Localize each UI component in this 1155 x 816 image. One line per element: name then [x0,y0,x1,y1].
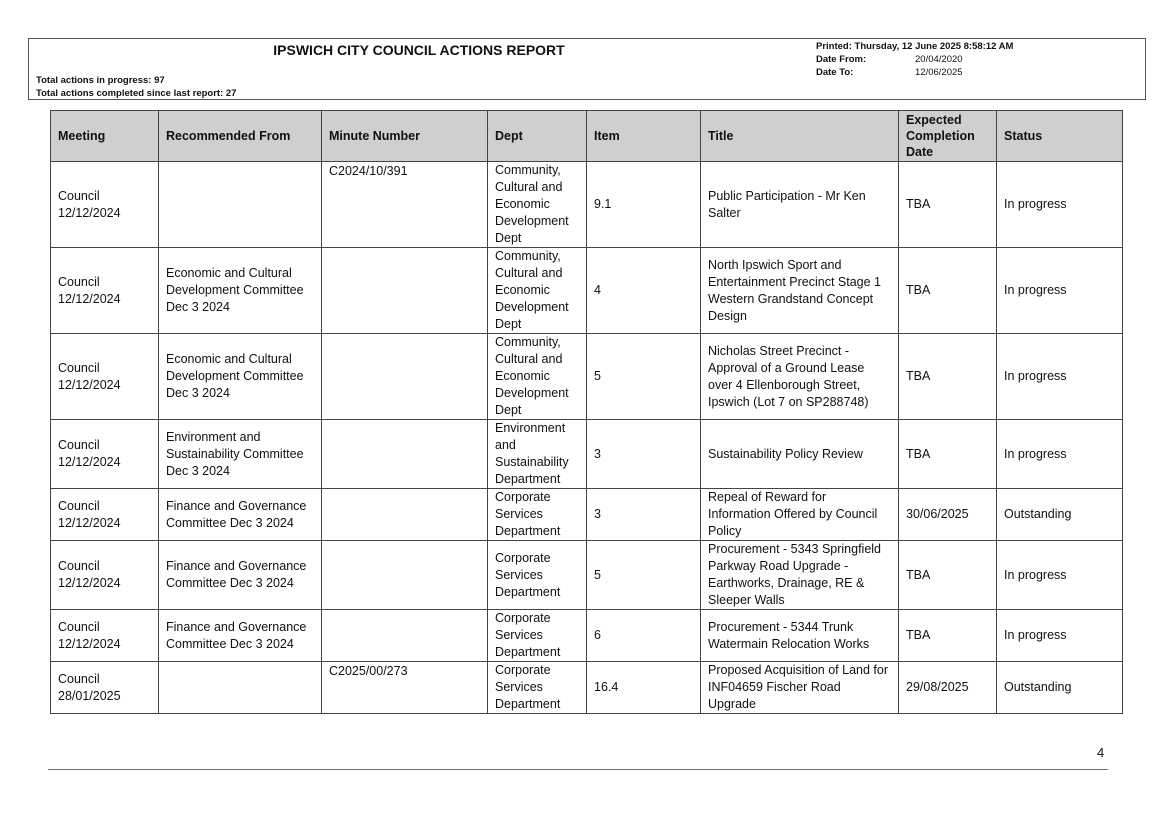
status-cell: In progress [997,248,1123,334]
table-row [51,489,1123,541]
item-cell: 5 [587,334,701,420]
title-cell: Sustainability Policy Review [701,420,899,489]
status-cell: In progress [997,420,1123,489]
total-completed: Total actions completed since last report: 27 [36,88,237,99]
column-header: Meeting [51,111,159,162]
expected-date-cell: TBA [899,334,997,420]
report-totals [36,74,236,100]
status-cell: In progress [997,334,1123,420]
table-row [51,162,1123,248]
minute-number-cell [322,420,488,489]
dept-cell: Corporate Services Department [488,662,587,714]
actions-table [50,110,1123,714]
meeting-cell: Council 12/12/2024 [51,162,159,248]
expected-date-cell: 30/06/2025 [899,489,997,541]
meeting-cell: Council 12/12/2024 [51,489,159,541]
dept-cell: Community, Cultural and Economic Development Dept [488,334,587,420]
date-to-label: Date To: [816,67,854,78]
title-cell: Repeal of Reward for Information Offered by Council Policy [701,489,899,541]
recommended-from-cell: Finance and Governance Committee Dec 3 2024 [159,489,322,541]
report-title: IPSWICH CITY COUNCIL ACTIONS REPORT [273,42,565,58]
minute-number-cell [322,248,488,334]
meeting-cell: Council 12/12/2024 [51,610,159,662]
status-cell: Outstanding [997,662,1123,714]
title-cell: Proposed Acquisition of Land for INF04659 Fischer Road Upgrade [701,662,899,714]
column-header: Status [997,111,1123,162]
recommended-from-cell: Finance and Governance Committee Dec 3 2024 [159,610,322,662]
footer-divider [48,769,1108,770]
expected-date-cell: TBA [899,248,997,334]
minute-number-cell [322,489,488,541]
status-cell: In progress [997,610,1123,662]
total-in-progress: Total actions in progress: 97 [36,75,165,86]
minute-number-cell [322,610,488,662]
table-header-row [51,111,1123,162]
table-row [51,420,1123,489]
minute-number-cell [322,541,488,610]
recommended-from-cell: Economic and Cultural Development Committee Dec 3 2024 [159,248,322,334]
date-to-value: 12/06/2025 [915,67,963,78]
report-header [28,38,1146,100]
dept-cell: Corporate Services Department [488,610,587,662]
minute-number-cell: C2024/10/391 [322,162,488,248]
column-header: Recommended From [159,111,322,162]
table-row [51,248,1123,334]
table-row [51,334,1123,420]
meeting-cell: Council 12/12/2024 [51,248,159,334]
table-row [51,541,1123,610]
meeting-cell: Council 12/12/2024 [51,334,159,420]
recommended-from-cell: Environment and Sustainability Committee Dec 3 2024 [159,420,322,489]
title-cell: Nicholas Street Precinct - Approval of a Ground Lease over 4 Ellenborough Street, Ipswich (Lot 7 on SP288748) [701,334,899,420]
item-cell: 9.1 [587,162,701,248]
dept-cell: Community, Cultural and Economic Development Dept [488,162,587,248]
column-header: Title [701,111,899,162]
minute-number-cell [322,334,488,420]
date-from-row [816,53,1013,66]
expected-date-cell: TBA [899,541,997,610]
title-cell: Public Participation - Mr Ken Salter [701,162,899,248]
recommended-from-cell: Economic and Cultural Development Committee Dec 3 2024 [159,334,322,420]
dept-cell: Corporate Services Department [488,541,587,610]
item-cell: 4 [587,248,701,334]
table-row [51,610,1123,662]
title-cell: Procurement - 5343 Springfield Parkway Road Upgrade - Earthworks, Drainage, RE & Sleeper Walls [701,541,899,610]
title-cell: Procurement - 5344 Trunk Watermain Relocation Works [701,610,899,662]
table-row [51,662,1123,714]
item-cell: 6 [587,610,701,662]
recommended-from-cell [159,662,322,714]
column-header: Minute Number [322,111,488,162]
status-cell: Outstanding [997,489,1123,541]
status-cell: In progress [997,162,1123,248]
meeting-cell: Council 12/12/2024 [51,541,159,610]
column-header: Dept [488,111,587,162]
minute-number-cell: C2025/00/273 [322,662,488,714]
expected-date-cell: TBA [899,420,997,489]
meeting-cell: Council 28/01/2025 [51,662,159,714]
column-header: Item [587,111,701,162]
recommended-from-cell [159,162,322,248]
page-number: 4 [1097,745,1105,760]
dept-cell: Environment and Sustainability Department [488,420,587,489]
report-meta [816,40,1013,79]
column-header: Expected Completion Date [899,111,997,162]
recommended-from-cell: Finance and Governance Committee Dec 3 2024 [159,541,322,610]
expected-date-cell: TBA [899,162,997,248]
date-to-row [816,66,1013,79]
expected-date-cell: TBA [899,610,997,662]
printed-timestamp: Printed: Thursday, 12 June 2025 8:58:12 AM [816,41,1014,52]
dept-cell: Corporate Services Department [488,489,587,541]
date-from-value: 20/04/2020 [915,54,963,65]
item-cell: 3 [587,420,701,489]
meeting-cell: Council 12/12/2024 [51,420,159,489]
item-cell: 3 [587,489,701,541]
item-cell: 16.4 [587,662,701,714]
item-cell: 5 [587,541,701,610]
date-from-label: Date From: [816,54,867,65]
expected-date-cell: 29/08/2025 [899,662,997,714]
status-cell: In progress [997,541,1123,610]
title-cell: North Ipswich Sport and Entertainment Precinct Stage 1 Western Grandstand Concept Design [701,248,899,334]
dept-cell: Community, Cultural and Economic Development Dept [488,248,587,334]
